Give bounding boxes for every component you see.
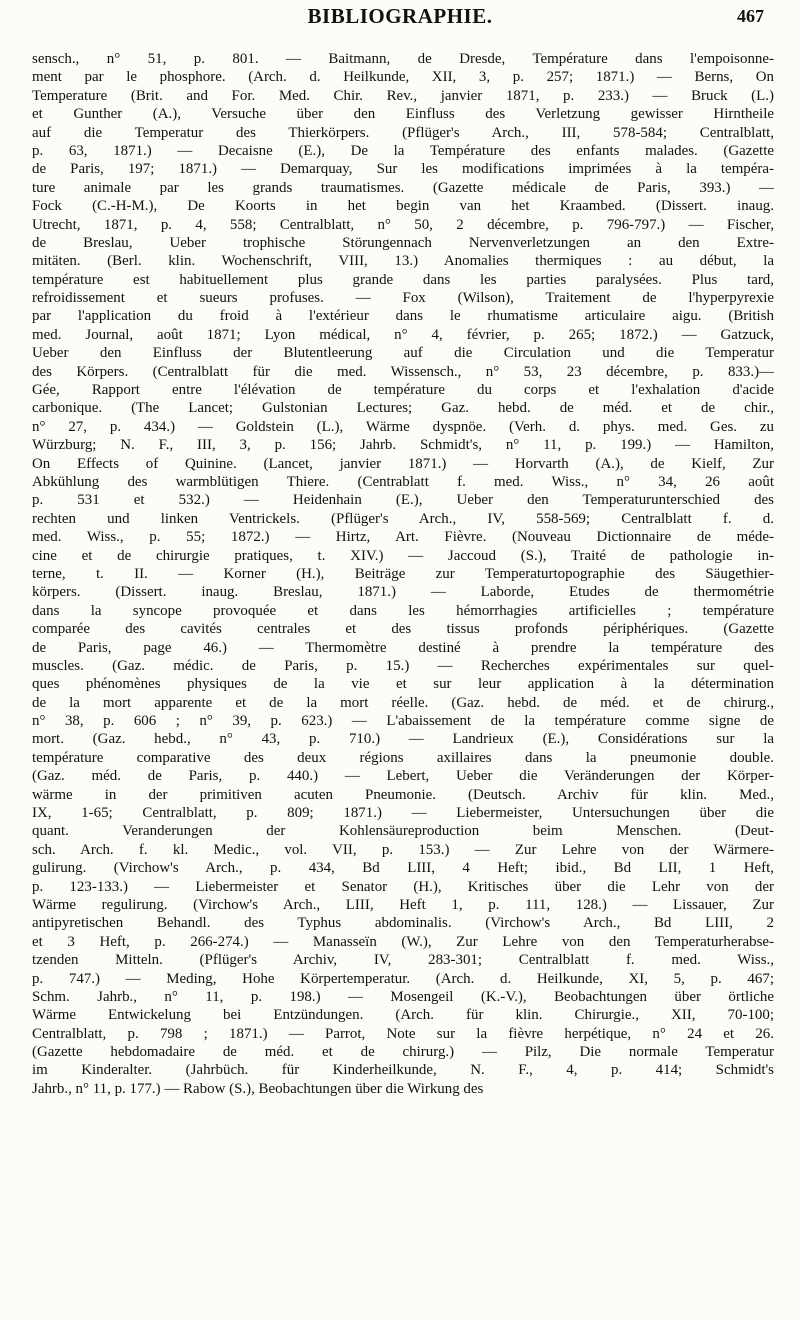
text-line: p. 531 et 532.) — Heidenhain (E.), Ueber den Temperaturunterschied des: [32, 492, 774, 509]
text-line: auf die Temperatur des Thierkörpers. (Pflüger's Arch., III, 578-584; Centralblatt,: [32, 124, 774, 141]
page-number: 467: [737, 6, 764, 26]
text-line: Utrecht, 1871, p. 4, 558; Centralblatt, n° 50, 2 décembre, p. 796-797.) — Fischer,: [32, 216, 774, 233]
text-line: IX, 1-65; Centralblatt, p. 809; 1871.) — Liebermeister, Untersuchungen über die: [32, 805, 774, 822]
text-line: refroidissement et sueurs profuses. — Fox (Wilson), Traitement de l'hyperpyrexie: [32, 290, 774, 307]
text-line: mort. (Gaz. hebd., n° 43, p. 710.) — Landrieux (E.), Considérations sur la: [32, 731, 774, 748]
text-line: Wärme regulirung. (Virchow's Arch., LIII, Heft 1, p. 111, 128.) — Lissauer, Zur: [32, 896, 774, 913]
text-line: dans la syncope provoquée et dans les hémorrhagies artificielles ; température: [32, 602, 774, 619]
text-line: n° 27, p. 434.) — Goldstein (L.), Wärme dyspnöe. (Verh. d. phys. med. Ges. zu: [32, 418, 774, 435]
text-line: p. 123-133.) — Liebermeister et Senator (H.), Kritisches über die Lehr von der: [32, 878, 774, 895]
text-line: par l'application du froid à l'extérieur dans le rhumatisme articulaire aigu. (British: [32, 308, 774, 325]
text-line: de Paris, 197; 1871.) — Demarquay, Sur les modifications imprimées à la tempéra-: [32, 161, 774, 178]
text-line: muscles. (Gaz. médic. de Paris, p. 15.) — Recherches expérimentales sur quel-: [32, 657, 774, 674]
text-line: Würzburg; N. F., III, 3, p. 156; Jahrb. Schmidt's, n° 11, p. 199.) — Hamilton,: [32, 437, 774, 454]
text-line: Jahrb., n° 11, p. 177.) — Rabow (S.), Beobachtungen über die Wirkung des: [32, 1080, 484, 1097]
text-line: sensch., n° 51, p. 801. — Baitmann, de Dresde, Température dans l'empoisonne-: [32, 51, 774, 67]
text-line: Wärme Entwickelung bei Entzündungen. (Arch. für klin. Chirurgie., XII, 70-100;: [32, 1007, 774, 1024]
text-line: wärme in der primitiven acuten Pneumonie. (Deutsch. Archiv für klin. Med.,: [32, 786, 774, 803]
text-line: n° 38, p. 606 ; n° 39, p. 623.) — L'abaissement de la température comme signe de: [32, 713, 774, 730]
text-line: quant. Veranderungen der Kohlensäureproduction beim Menschen. (Deut-: [32, 823, 774, 840]
text-line: ture animale par les grands traumatismes. (Gazette médicale de Paris, 393.) —: [32, 179, 774, 196]
running-title: BIBLIOGRAPHIE.: [307, 4, 493, 28]
text-line: körpers. (Dissert. inaug. Breslau, 1871.) — Laborde, Etudes de thermométrie: [32, 584, 774, 601]
text-line: et Gunther (A.), Versuche über den Einfluss des Verletzung gewisser Hirntheile: [32, 106, 774, 123]
text-line: Schm. Jahrb., n° 11, p. 198.) — Mosengeil (K.-V.), Beobachtungen über örtliche: [32, 988, 774, 1005]
text-line: im Kinderalter. (Jahrbüch. für Kinderheilkunde, N. F., 4, p. 414; Schmidt's: [32, 1062, 774, 1079]
text-line: ques phénomènes physiques de la vie et sur leur application à la détermination: [32, 676, 774, 693]
text-line: p. 63, 1871.) — Decaisne (E.), De la Température des enfants malades. (Gazette: [32, 142, 774, 159]
text-line: comparée des cavités centrales et des tissus profonds périphériques. (Gazette: [32, 621, 774, 638]
text-line: des Körpers. (Centralblatt für die med. Wissensch., n° 53, 23 décembre, p. 833.)—: [32, 363, 774, 380]
text-line: gulirung. (Virchow's Arch., p. 434, Bd LIII, 4 Heft; ibid., Bd LII, 1 Heft,: [32, 860, 774, 877]
text-line: Abkühlung des warmblütigen Thiere. (Centrablatt f. med. Wiss., n° 34, 26 août: [32, 473, 774, 490]
text-line: sch. Arch. f. kl. Medic., vol. VII, p. 153.) — Zur Lehre von der Wärmere-: [32, 841, 774, 858]
text-line: de Breslau, Ueber trophische Störungennach Nervenverletzungen an den Extre-: [32, 234, 774, 251]
text-line: de la mort apparente et de la mort réelle. (Gaz. hebd. de méd. et de chirurg.,: [32, 694, 774, 711]
text-line: Centralblatt, p. 798 ; 1871.) — Parrot, Note sur la fièvre herpétique, n° 24 et 26.: [32, 1025, 774, 1042]
text-line: température est habituellement plus grande dans les parties paralysées. Plus tard,: [32, 271, 774, 288]
text-line: température comparative des deux régions axillaires dans la pneumonie double.: [32, 749, 774, 766]
text-line: med. Journal, août 1871; Lyon médical, n° 4, février, p. 265; 1872.) — Gatzuck,: [32, 326, 774, 343]
text-line: Gée, Rapport entre l'élévation de température du corps et l'exhalation d'acide: [32, 382, 774, 399]
text-line: med. Wiss., p. 55; 1872.) — Hirtz, Art. Fièvre. (Nouveau Dictionnaire de méde-: [32, 529, 774, 546]
text-line: Temperature (Brit. and For. Med. Chir. Rev., janvier 1871, p. 233.) — Bruck (L.): [32, 87, 774, 104]
text-line: ment par le phosphore. (Arch. d. Heilkunde, XII, 3, p. 257; 1871.) — Berns, On: [32, 69, 774, 86]
text-line: Ueber den Einfluss der Blutentleerung auf die Circulation und die Temperatur: [32, 345, 774, 362]
text-line: et 3 Heft, p. 266-274.) — Manasseïn (W.), Zur Lehre von den Temperaturherabse-: [32, 933, 774, 950]
text-line: Fock (C.-H-M.), De Koorts in het begin van het Kraambed. (Dissert. inaug.: [32, 198, 774, 215]
text-line: cine et de chirurgie pratiques, t. XIV.) — Jaccoud (S.), Traité de pathologie in-: [32, 547, 774, 564]
text-line: rechten und linken Ventrickels. (Pflüger's Arch., IV, 558-569; Centralblatt f. d.: [32, 510, 774, 527]
text-line: de Paris, page 46.) — Thermomètre destiné à prendre la température des: [32, 639, 774, 656]
text-line: p. 747.) — Meding, Hohe Körpertemperatur. (Arch. d. Heilkunde, XI, 5, p. 467;: [32, 970, 774, 987]
text-line: carbonique. (The Lancet; Gulstonian Lectures; Gaz. hebd. de méd. et de chir.,: [32, 400, 774, 417]
text-line: (Gaz. méd. de Paris, p. 440.) — Lebert, Ueber die Veränderungen der Körper-: [32, 768, 774, 785]
page-header: [0, 4, 800, 34]
text-line: terne, t. II. — Korner (H.), Beiträge zur Temperaturtopographie des Säugethier-: [32, 565, 774, 582]
text-line: (Gazette hebdomadaire de méd. et de chirurg.) — Pilz, Die normale Temperatur: [32, 1044, 774, 1061]
text-line: antipyretischen Behandl. des Typhus abdominalis. (Virchow's Arch., Bd LIII, 2: [32, 915, 774, 932]
text-line: mitäten. (Berl. klin. Wochenschrift, VIII, 13.) Anomalies thermiques : au début, la: [32, 253, 774, 270]
text-line: On Effects of Quinine. (Lancet, janvier 1871.) — Horvarth (A.), de Kielf, Zur: [32, 455, 774, 472]
bibliography-text: [32, 50, 774, 1098]
text-line: tzenden Mitteln. (Pflüger's Archiv, IV, 283-301; Centralblatt f. med. Wiss.,: [32, 952, 774, 969]
